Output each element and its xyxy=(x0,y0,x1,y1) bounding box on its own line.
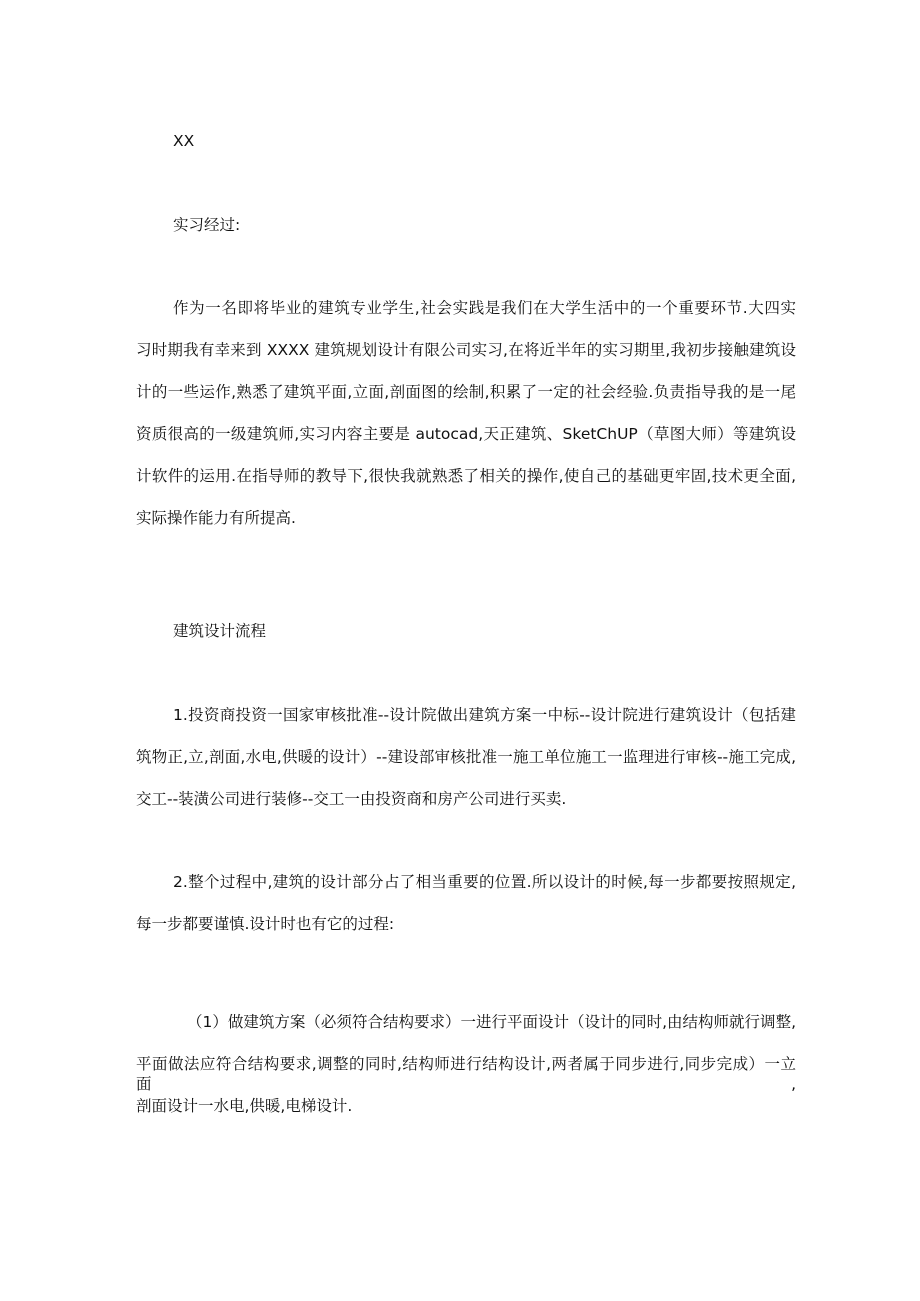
section-heading-design-flow: 建筑设计流程 xyxy=(173,622,267,640)
section-heading-internship: 实习经过: xyxy=(173,216,241,234)
paragraph-line: 实际操作能力有所提高. xyxy=(136,509,296,527)
paragraph-line: 平面做法应符合结构要求,调整的同时,结构师进行结构设计,两者属于同步进行,同步完成）一立面, xyxy=(136,1055,796,1093)
paragraph-line: 作为一名即将毕业的建筑专业学生,社会实践是我们在大学生活中的一个重要环节.大四实 xyxy=(173,299,796,317)
paragraph-line: 筑物正,立,剖面,水电,供暖的设计）--建设部审核批准一施工单位施工一监理进行审核--施工完成, xyxy=(136,748,796,766)
paragraph-line: 1.投资商投资一国家审核批准--设计院做出建筑方案一中标--设计院进行建筑设计（包括建 xyxy=(173,706,796,724)
paragraph-line: 计的一些运作,熟悉了建筑平面,立面,剖面图的绘制,积累了一定的社会经验.负责指导我的是一尾 xyxy=(136,383,796,401)
paragraph-line: 每一步都要谨慎.设计时也有它的过程: xyxy=(136,915,395,933)
paragraph-line: （1）做建筑方案（必须符合结构要求）一进行平面设计（设计的同时,由结构师就行调整, xyxy=(187,1013,796,1031)
paragraph-line: 计软件的运用.在指导师的教导下,很快我就熟悉了相关的操作,使自己的基础更牢固,技术更全面, xyxy=(136,467,796,485)
paragraph-line: 资质很高的一级建筑师,实习内容主要是 autocad,天正建筑、SketChUP（草图大师）等建筑设 xyxy=(136,425,796,443)
paragraph-line: 2.整个过程中,建筑的设计部分占了相当重要的位置.所以设计的时候,每一步都要按照规定, xyxy=(173,873,796,891)
paragraph-line: 交工--装潢公司进行装修--交工一由投资商和房产公司进行买卖. xyxy=(136,790,567,808)
paragraph-line: 习时期我有幸来到 XXXX 建筑规划设计有限公司实习,在将近半年的实习期里,我初步接触建筑设 xyxy=(136,341,796,359)
heading-xx: XX xyxy=(173,132,195,150)
paragraph-line: 剖面设计一水电,供暖,电梯设计. xyxy=(136,1097,353,1115)
